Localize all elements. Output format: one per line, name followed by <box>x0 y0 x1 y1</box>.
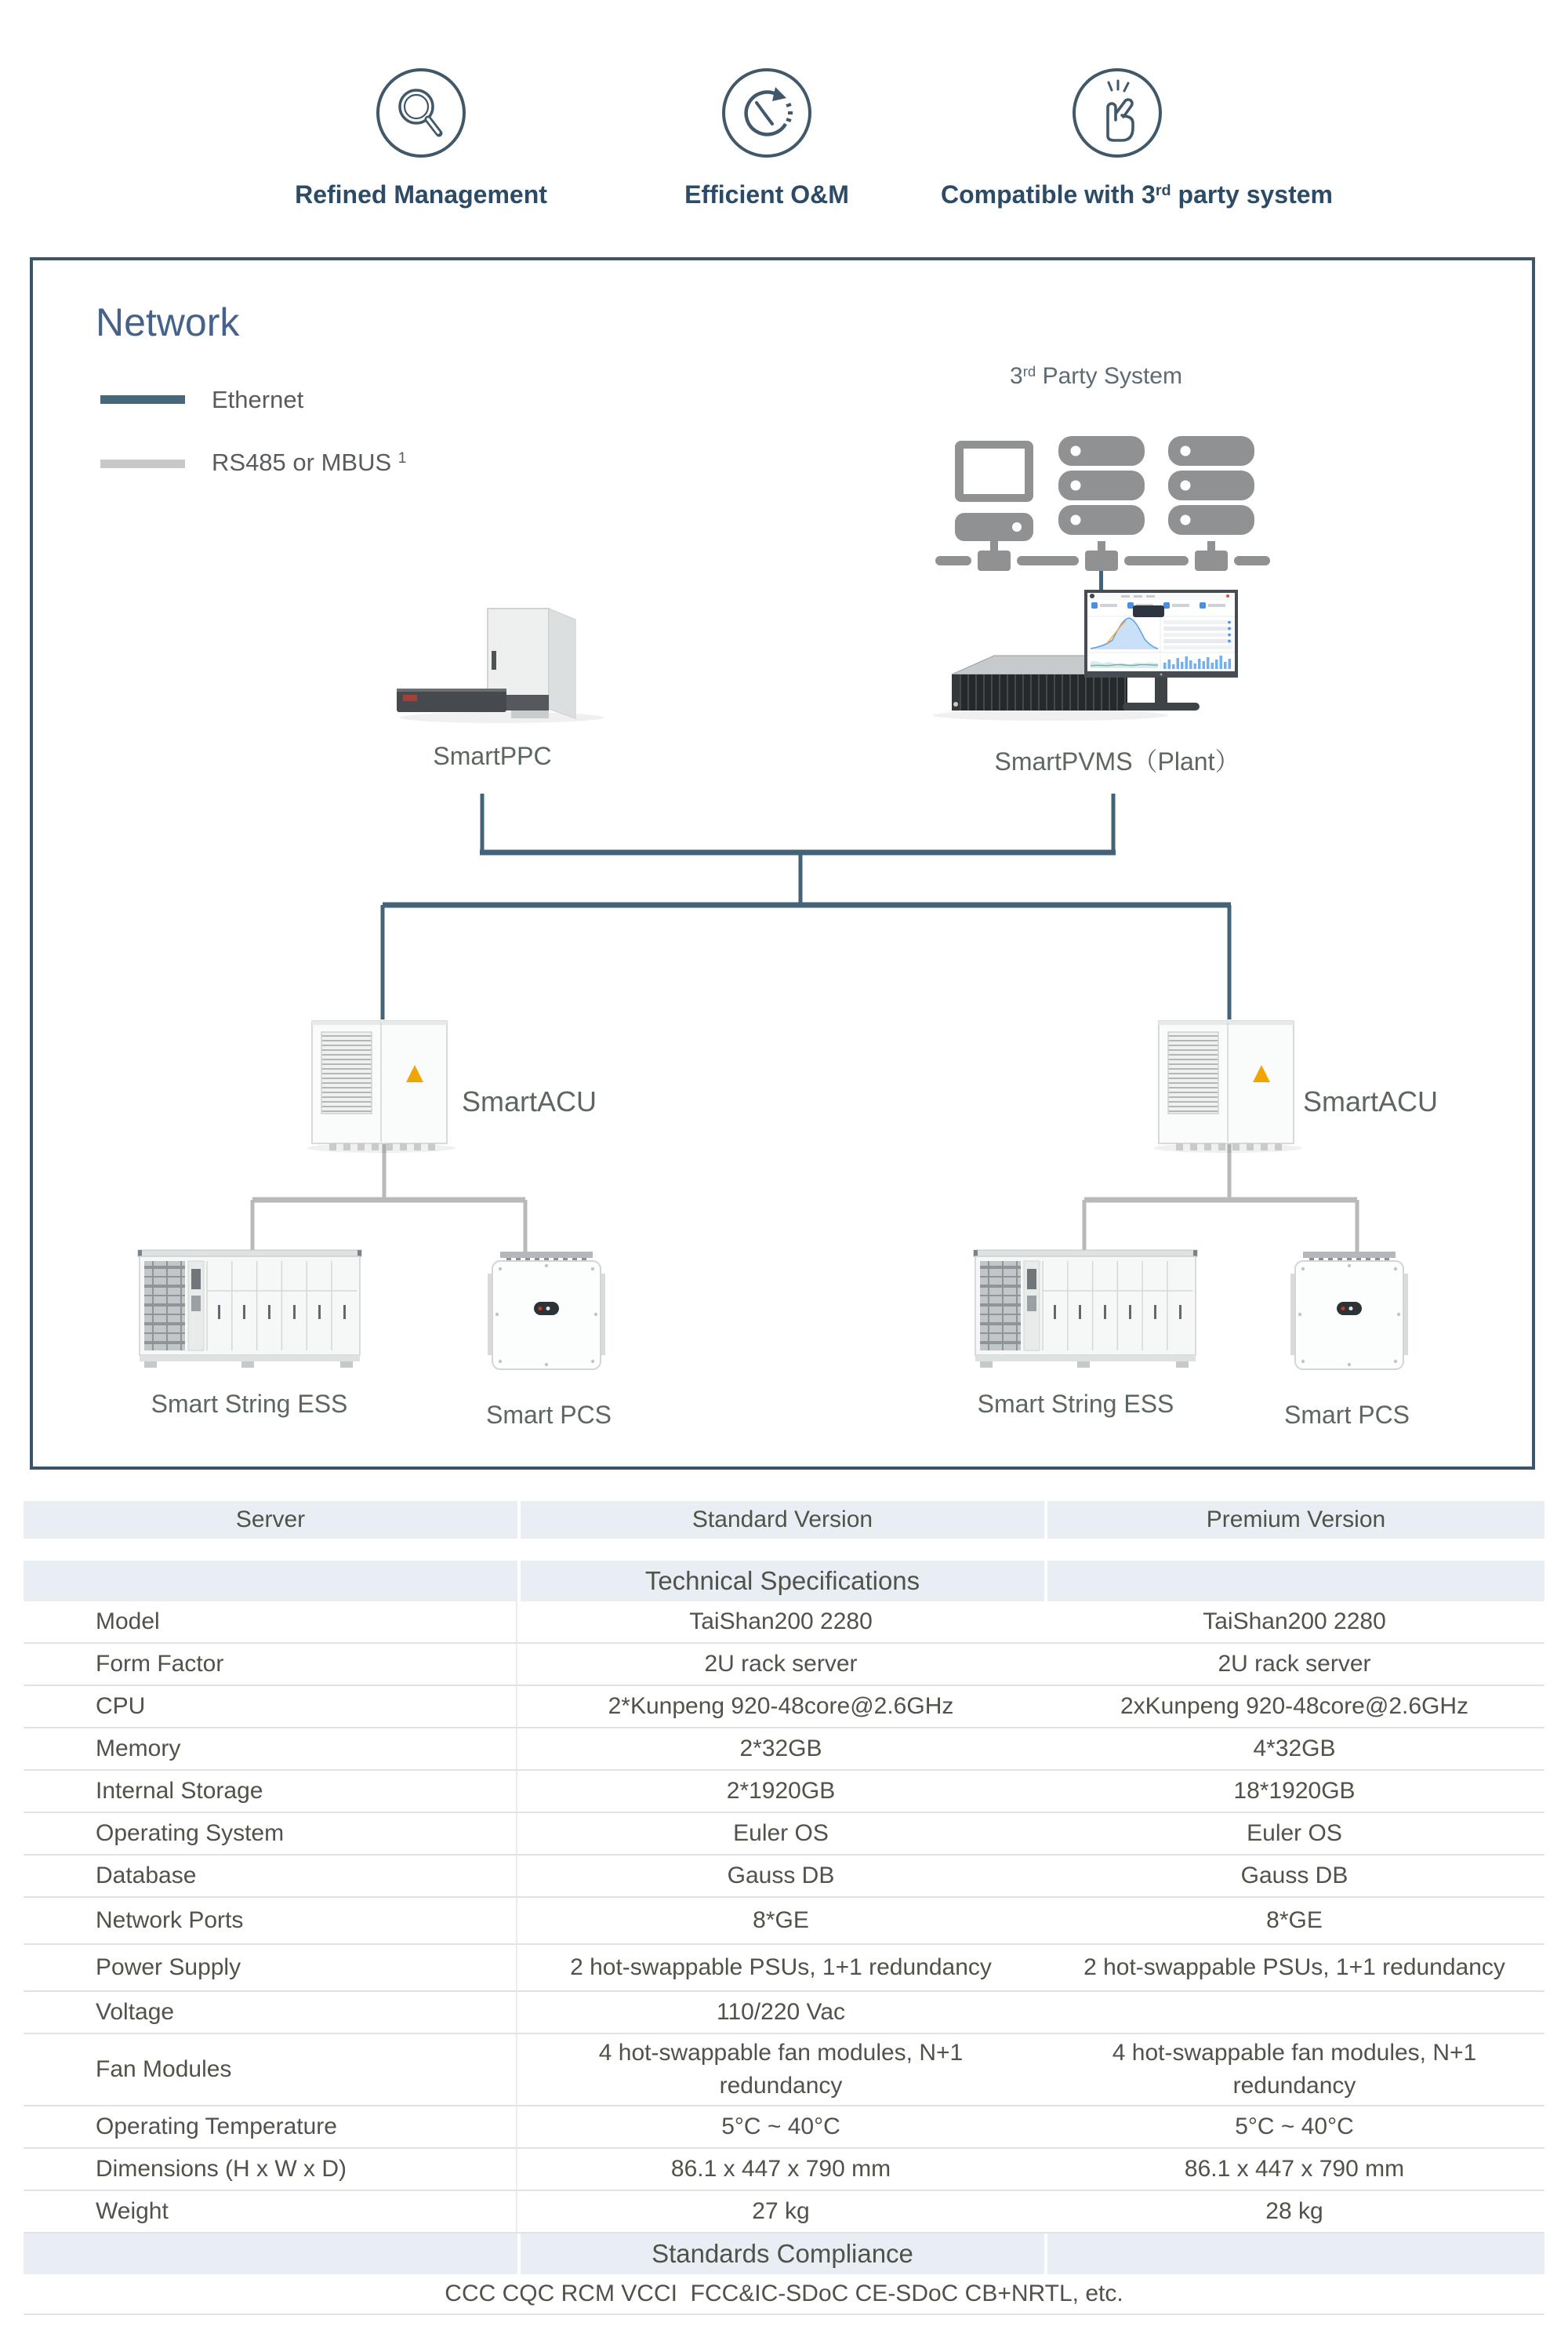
section-banner-standards <box>24 2233 1544 2274</box>
section-title: Technical Specifications <box>521 1561 1044 1601</box>
table-row: Memory 2*32GB 4*32GB <box>24 1728 1544 1771</box>
table-row: CPU 2*Kunpeng 920-48core@2.6GHz 2xKunpeng 920-48core@2.6GHz <box>24 1686 1544 1728</box>
section-banner-technical <box>24 1561 1544 1601</box>
legend-ethernet-label: Ethernet <box>212 386 304 413</box>
spec-table-header <box>24 1501 1544 1539</box>
smartacu-left-label: SmartACU <box>461 1085 597 1118</box>
feature-label: Efficient O&M <box>684 180 849 209</box>
column-header-standard: Standard Version <box>521 1501 1044 1539</box>
smartpvms-label: SmartPVMS（Plant） <box>994 747 1240 776</box>
ess-left-label: Smart String ESS <box>151 1390 348 1418</box>
feature-refined-management <box>249 67 593 209</box>
table-row: Power Supply 2 hot-swappable PSUs, 1+1 redundancy 2 hot-swappable PSUs, 1+1 redundancy <box>24 1945 1544 1992</box>
table-row: Internal Storage 2*1920GB 18*1920GB <box>24 1771 1544 1813</box>
clock-cycle-icon <box>720 67 813 163</box>
standards-title: Standards Compliance <box>521 2233 1044 2274</box>
pcs-right-label: Smart PCS <box>1283 1401 1410 1429</box>
spec-table <box>24 1501 1544 2315</box>
feature-label: Compatible with 3rd party system <box>941 180 1333 209</box>
table-row: Network Ports 8*GE 8*GE <box>24 1898 1544 1945</box>
feature-label: Refined Management <box>295 180 547 209</box>
magnifier-icon <box>375 67 467 163</box>
table-row: Dimensions (H x W x D) 86.1 x 447 x 790 mm 86.1 x 447 x 790 mm <box>24 2149 1544 2191</box>
column-header-premium: Premium Version <box>1047 1501 1544 1539</box>
third-party-system-label: 3rd Party System <box>1010 362 1182 389</box>
smartppc-label: SmartPPC <box>433 742 552 770</box>
pcs-left-label: Smart PCS <box>485 1401 612 1429</box>
table-row: Operating System Euler OS Euler OS <box>24 1813 1544 1855</box>
table-row: Model TaiShan200 2280 TaiShan200 2280 <box>24 1601 1544 1644</box>
table-row: Form Factor 2U rack server 2U rack server <box>24 1644 1544 1686</box>
network-title: Network <box>96 300 240 344</box>
standards-compliance-text: CCC CQC RCM VCCI FCC&IC-SDoC CE-SDoC CB+NRTL, etc. <box>24 2274 1544 2315</box>
table-row: Database Gauss DB Gauss DB <box>24 1855 1544 1898</box>
table-row: Weight 27 kg 28 kg <box>24 2191 1544 2233</box>
legend-rs485-label: RS485 or MBUS $^1$ <box>212 449 407 476</box>
table-row: Fan Modules 4 hot-swappable fan modules, N+1 redundancy 4 hot-swappable fan modules, N+1 redundancy <box>24 2034 1544 2106</box>
finger-snap-icon <box>1071 67 1163 163</box>
feature-compatible <box>902 67 1372 209</box>
ess-right-label: Smart String ESS <box>977 1390 1174 1418</box>
table-row: Operating Temperature 5°C ~ 40°C 5°C ~ 40°C <box>24 2106 1544 2149</box>
smartacu-right-label: SmartACU <box>1302 1085 1439 1118</box>
column-header-server: Server <box>24 1501 517 1539</box>
feature-efficient-om <box>594 67 939 209</box>
table-row: Voltage 110/220 Vac <box>24 1992 1544 2034</box>
network-diagram-frame <box>30 257 1535 1470</box>
